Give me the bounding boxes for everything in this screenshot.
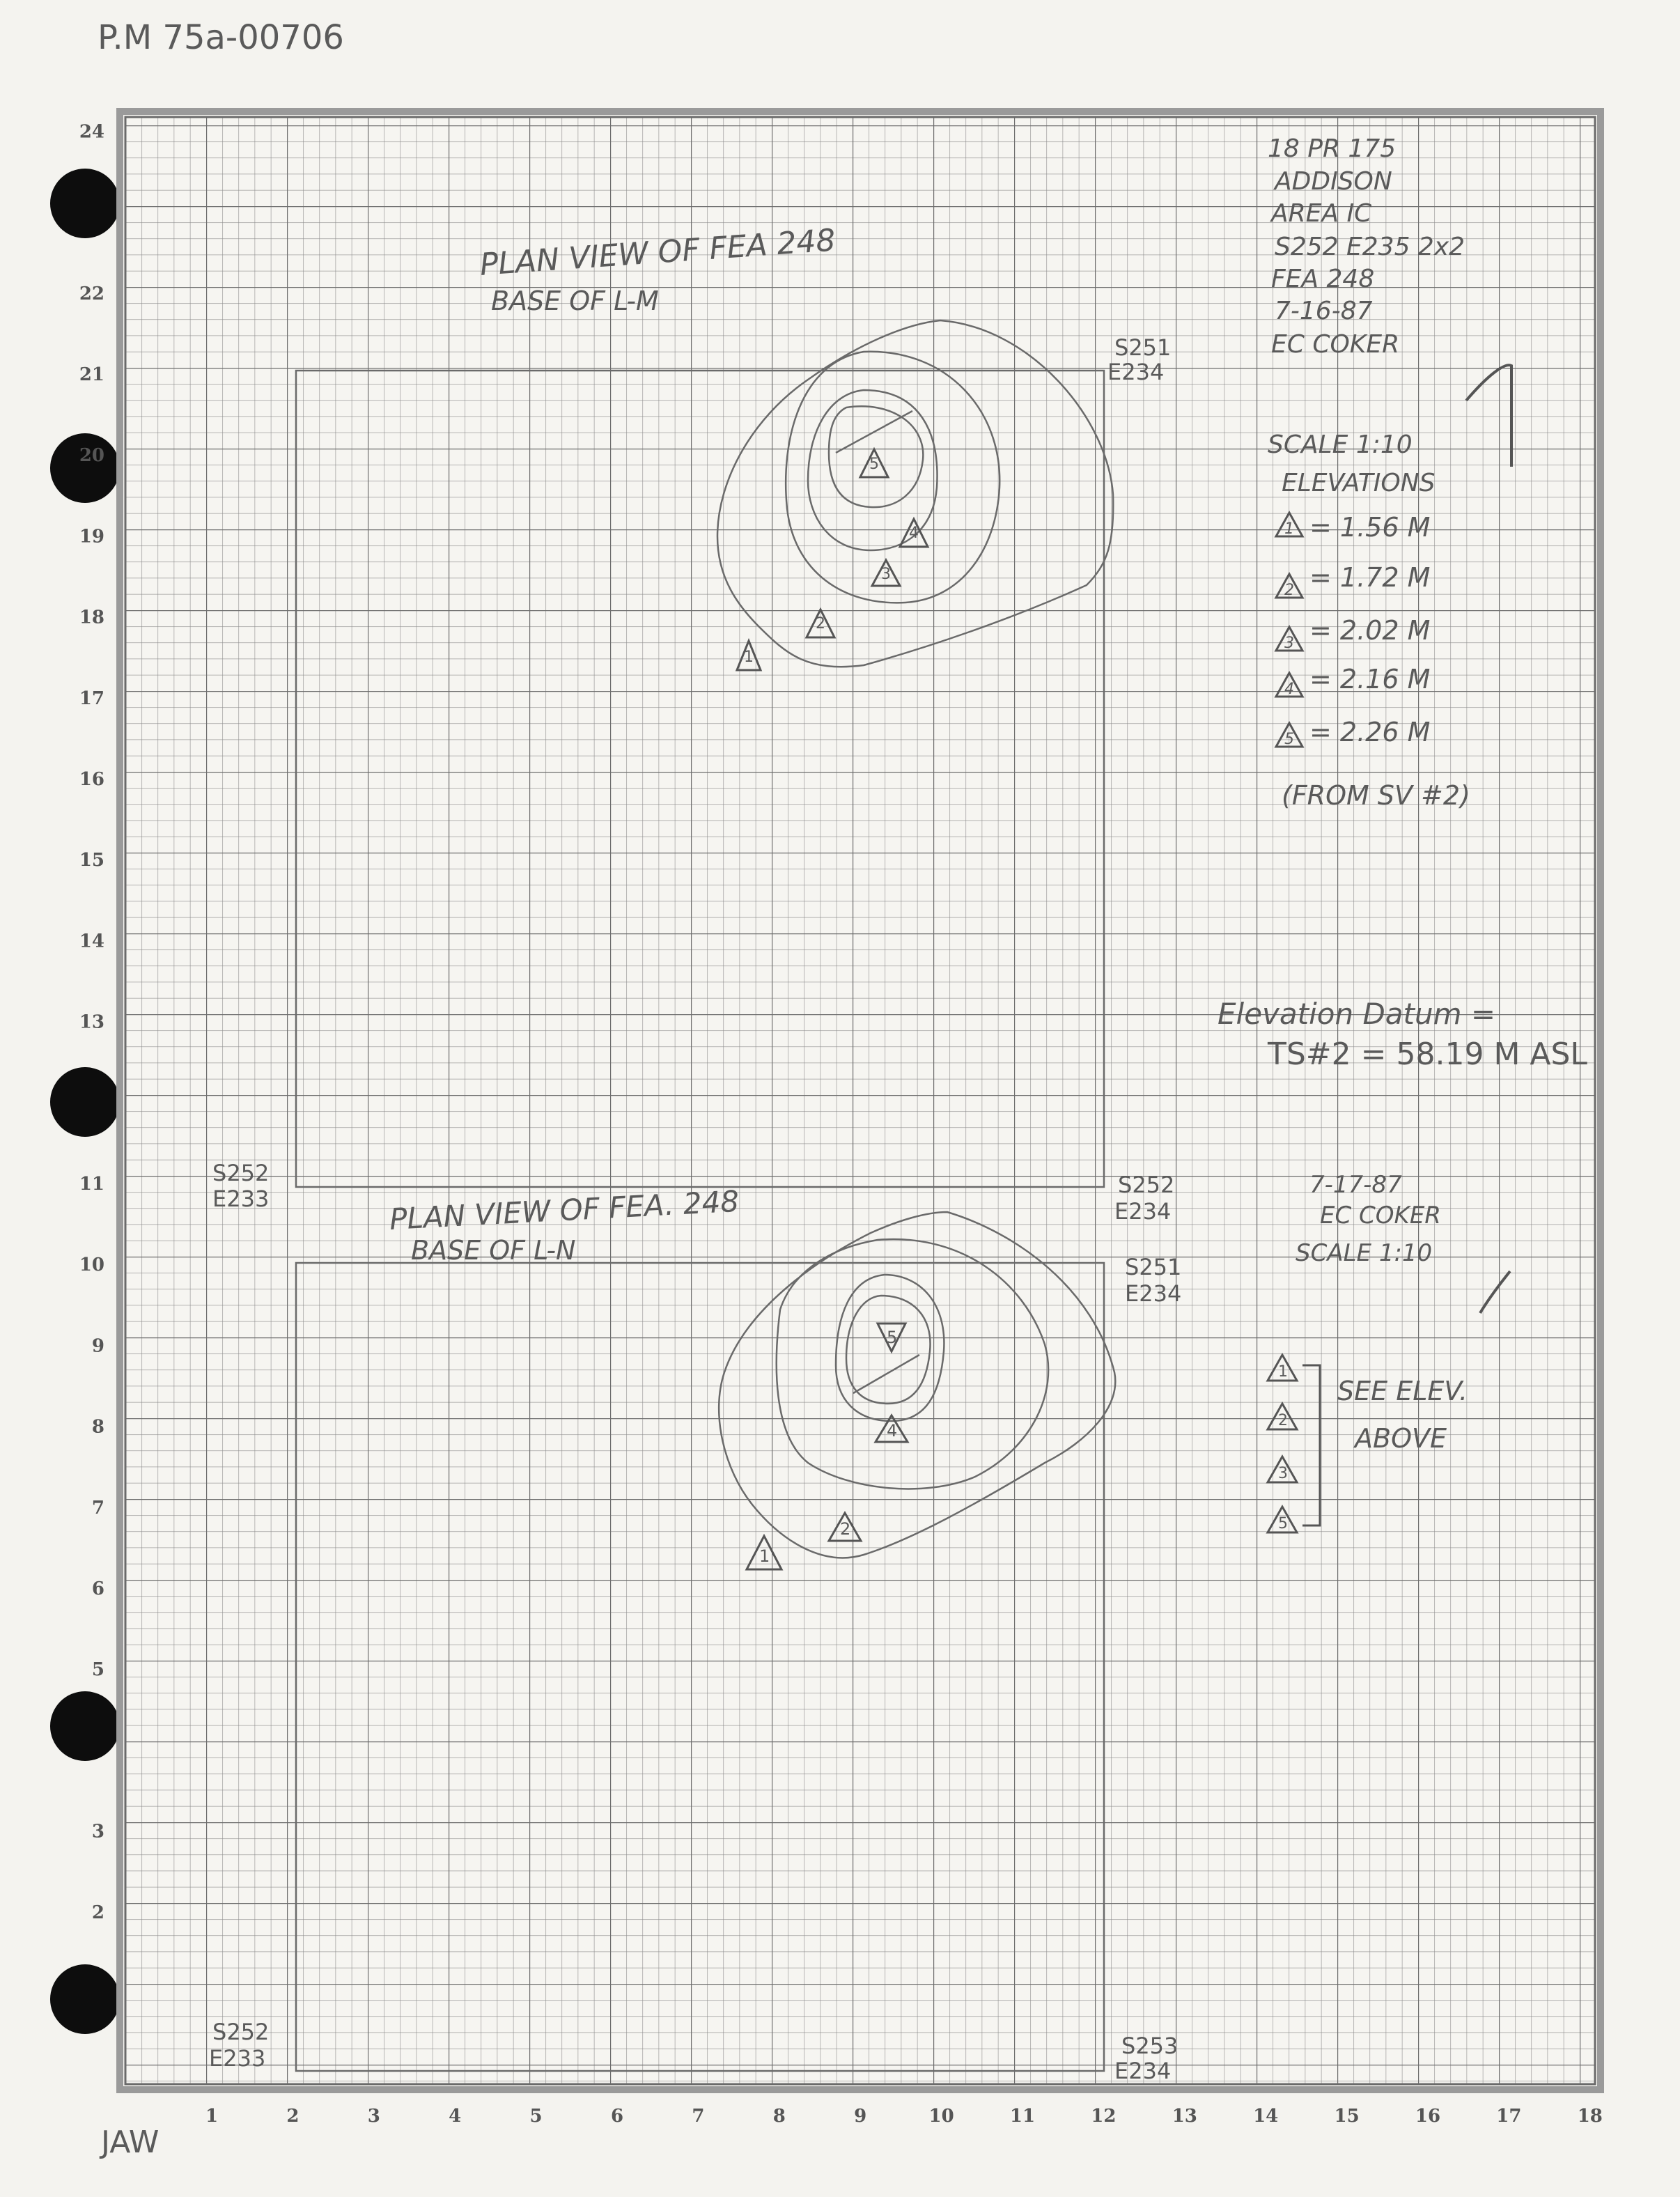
elevation-value: = 2.02 M [1309,615,1431,646]
lower-corner-label: S252 [1118,1172,1175,1198]
scale-note: SCALE 1:10 [1268,430,1413,459]
axis-tick-label: 1 [205,2106,219,2127]
marker-label: 2 [816,615,825,632]
lower-corner-label: E234 [1114,1198,1172,1225]
axis-tick-label: 19 [79,526,104,548]
binder-hole [50,1964,120,2034]
left-axis-labels [79,121,104,1923]
legend-marker-label: 4 [1284,681,1294,698]
note-line: ADDISON [1275,167,1392,196]
elevation-value: = 2.26 M [1309,717,1431,747]
graph-grid [120,111,1601,2090]
lower-corner-label: S252 [212,2019,270,2045]
axis-tick-label: 13 [79,1011,104,1033]
axis-tick-label: 14 [79,931,104,952]
axis-tick-label: 9 [854,2106,867,2127]
marker-label: 5 [869,456,879,473]
legend-marker-label: 3 [1278,1465,1288,1482]
marker-label: 5 [887,1328,898,1347]
legend-marker-label: 2 [1278,1412,1288,1429]
axis-tick-label: 7 [692,2106,705,2127]
axis-tick-label: 17 [79,688,104,709]
note-line: S252 E235 2x2 [1275,233,1465,261]
legend-marker-label: 3 [1284,635,1294,652]
axis-tick-label: 18 [1577,2106,1603,2127]
upper-corner-label: S251 [1114,334,1172,361]
axis-tick-label: 22 [79,283,104,304]
axis-tick-label: 16 [79,769,104,790]
note-line: SCALE 1:10 [1296,1239,1433,1267]
lower-corner-label: E233 [212,1186,270,1212]
axis-tick-label: 3 [91,1821,104,1842]
note-line: 7-16-87 [1275,297,1373,325]
elevations-heading: ELEVATIONS [1282,469,1436,497]
binder-hole [50,169,120,238]
marker-label: 4 [887,1421,898,1441]
note-line: 18 PR 175 [1268,134,1397,163]
lower-corner-label: S251 [1125,1254,1182,1280]
see-elev-line: SEE ELEV. [1337,1376,1468,1406]
upper-plan-subtitle: BASE OF L-M [491,286,659,316]
axis-tick-label: 6 [91,1578,104,1599]
axis-tick-label: 8 [91,1416,104,1438]
initials: JAW [101,2125,160,2160]
axis-tick-label: 2 [286,2106,300,2127]
axis-tick-label: 9 [91,1335,104,1357]
marker-label: 1 [759,1546,770,1566]
axis-tick-label: 17 [1496,2106,1522,2127]
elevation-value: = 1.56 M [1309,512,1431,543]
axis-tick-label: 8 [772,2106,786,2127]
see-elev-line: ABOVE [1355,1423,1447,1454]
bottom-axis-labels [205,2106,1603,2127]
axis-tick-label: 16 [1415,2106,1441,2127]
note-line: AREA IC [1271,199,1372,228]
axis-tick-label: 6 [610,2106,624,2127]
legend-marker-label: 2 [1284,582,1294,599]
elevation-value: = 1.72 M [1309,562,1431,593]
axis-tick-label: 11 [79,1174,104,1195]
legend-marker-label: 5 [1284,731,1294,748]
legend-marker-label: 1 [1278,1363,1288,1381]
axis-tick-label: 7 [91,1497,104,1519]
axis-tick-label: 18 [79,607,104,628]
axis-tick-label: 10 [79,1255,104,1276]
axis-tick-label: 4 [449,2106,462,2127]
marker-label: 1 [744,649,754,666]
axis-tick-label: 15 [1334,2106,1360,2127]
lower-corner-label: E234 [1125,1280,1182,1307]
axis-tick-label: 15 [79,850,104,871]
axis-tick-label: 14 [1253,2106,1279,2127]
elevation-source: (FROM SV #2) [1282,780,1470,811]
marker-label: 4 [909,525,919,542]
axis-tick-label: 13 [1172,2106,1197,2127]
legend-marker-label: 1 [1284,520,1294,538]
legend-marker-label: 5 [1278,1515,1288,1532]
binder-hole [50,433,120,503]
binder-hole [50,1067,120,1137]
axis-tick-label: 11 [1009,2106,1036,2127]
elevation-value: = 2.16 M [1309,664,1431,694]
upper-corner-label: E234 [1107,359,1165,385]
axis-tick-label: 3 [367,2106,380,2127]
lower-plan-subtitle: BASE OF L-N [411,1235,576,1266]
axis-tick-label: 24 [79,121,104,143]
axis-tick-label: 2 [91,1902,104,1923]
binder-hole [50,1691,120,1761]
marker-label: 2 [840,1519,851,1539]
note-line: 7-17-87 [1309,1171,1402,1199]
lower-corner-label: E233 [209,2045,266,2072]
marker-label: 3 [881,566,891,583]
axis-tick-label: 12 [1091,2106,1117,2127]
datum-line-2: TS#2 = 58.19 M ASL [1268,1037,1587,1072]
lower-corner-label: S252 [212,1160,270,1186]
lower-plan-title: PLAN VIEW OF FEA. 248 [388,1183,740,1236]
upper-plan-title: PLAN VIEW OF FEA 248 [479,222,837,283]
lower-corner-label: E234 [1114,2058,1172,2084]
datum-line-1: Elevation Datum = [1218,997,1496,1031]
axis-tick-label: 5 [91,1659,104,1681]
note-line: FEA 248 [1271,265,1375,293]
axis-tick-label: 10 [928,2106,954,2127]
axis-tick-label: 5 [529,2106,543,2127]
note-line: EC COKER [1271,330,1400,359]
lower-corner-label: S253 [1121,2033,1179,2059]
axis-tick-label: 21 [79,364,104,385]
note-line: EC COKER [1320,1202,1441,1229]
document-id: P.M 75a-00706 [98,18,344,57]
axis-tick-label: 20 [79,445,104,467]
